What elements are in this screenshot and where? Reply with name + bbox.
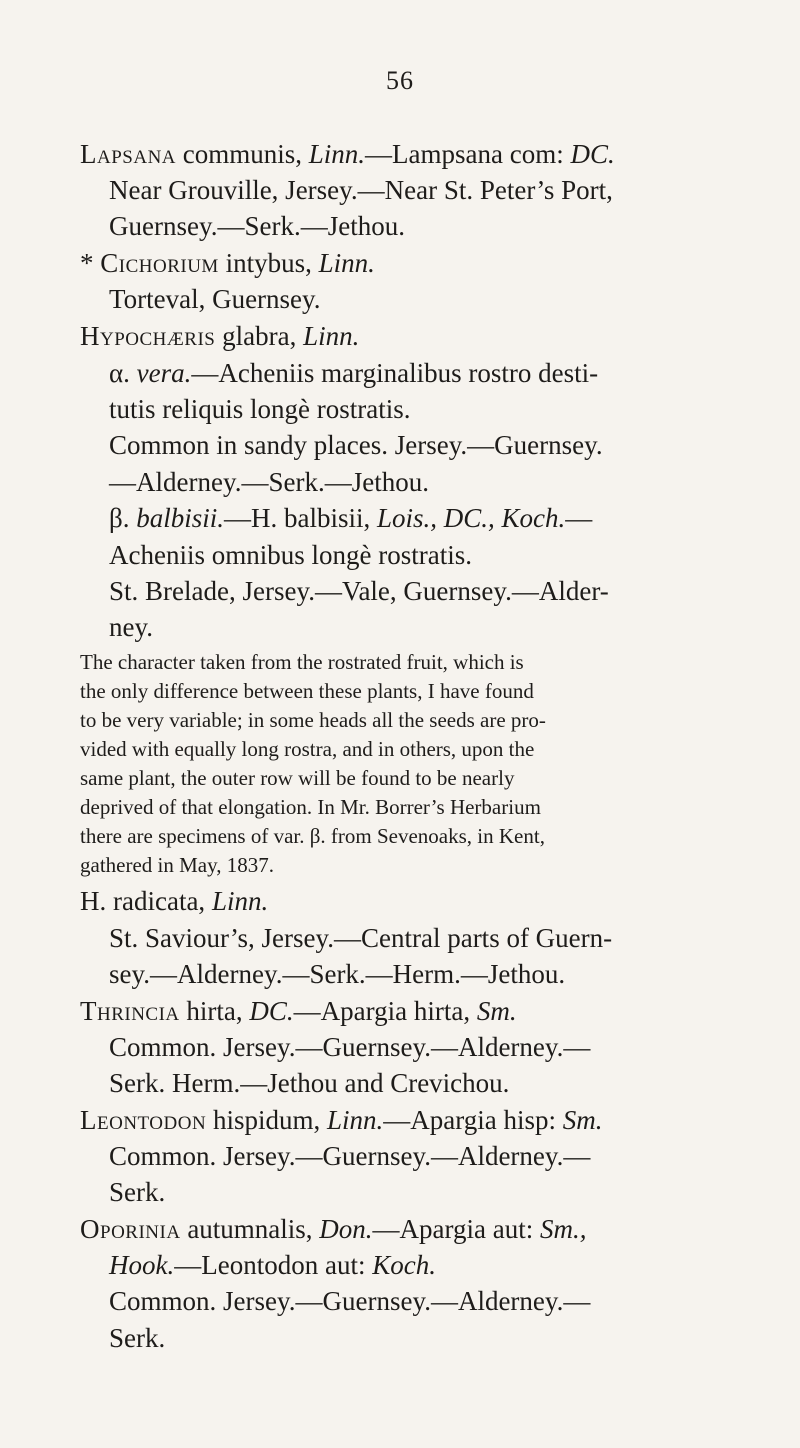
text-line [80,1211,587,1247]
text-segment: —Leontodon aut: [174,1250,373,1280]
text-segment: hirta, [179,996,250,1026]
text-segment: sey.—Alderney.—Serk.—Herm.—Jethou. [109,959,566,989]
genus-name: Hypochæris [80,321,216,351]
text-line [80,764,514,792]
text-line [109,609,153,645]
text-segment: Acheniis omnibus longè rostratis. [109,540,472,570]
text-segment: Common in sandy places. Jersey.—Guernsey. [109,430,603,460]
text-line [80,851,274,879]
text-segment: St. Saviour’s, Jersey.—Central parts of Guern- [109,923,613,953]
italic-text: Linn. [303,321,360,351]
text-segment: the only difference between these plants, I have found [80,679,534,703]
text-segment: The character taken from the rostrated fruit, which is [80,650,524,674]
text-segment: Common. Jersey.—Guernsey.—Alderney.— [109,1032,591,1062]
text-line [109,355,598,391]
text-line [109,1065,509,1101]
text-segment: autumnalis, [180,1214,320,1244]
text-line [80,822,545,850]
text-line [109,537,472,573]
genus-name: Leontodon [80,1105,207,1135]
text-line [80,245,375,281]
text-line [80,993,517,1029]
text-line [109,1283,590,1319]
italic-text: DC. [249,996,294,1026]
text-line [80,735,534,763]
text-segment: there are specimens of var. β. from Sevenoaks, in Kent, [80,824,545,848]
text-line [109,1138,590,1174]
text-segment: Serk. [109,1323,166,1353]
text-segment: Near Grouville, Jersey.—Near St. Peter’s Port, [109,175,613,205]
italic-text: Sm. [562,1105,603,1135]
text-segment: —Apargia hirta, [293,996,477,1026]
text-line [80,793,541,821]
text-line [80,648,524,676]
italic-text: Sm., [540,1214,587,1244]
text-line [109,391,410,427]
text-segment: —Lampsana com: [365,139,571,169]
text-segment: Serk. [109,1177,166,1207]
text-line [109,281,321,317]
italic-text: Linn. [318,248,375,278]
text-line [109,1320,165,1356]
text-segment: to be very variable; in some heads all the seeds are pro- [80,708,546,732]
italic-text: DC. [570,139,615,169]
text-segment: same plant, the outer row will be found to be nearly [80,766,515,790]
text-segment: deprived of that elongation. In Mr. Borrer’s Herbarium [80,795,541,819]
text-line [109,1174,165,1210]
italic-text: Linn. [211,886,269,916]
text-segment: intybus, [218,248,319,278]
italic-text: Don. [319,1214,373,1244]
page-number: 56 [386,66,414,95]
text-segment: —Alderney.—Serk.—Jethou. [109,467,429,497]
text-segment: Common. Jersey.—Guernsey.—Alderney.— [109,1286,591,1316]
genus-name: Thrincia [80,996,180,1026]
text-segment: —H. balbisii, [224,503,378,533]
text-segment: — [565,503,593,533]
text-segment: * [80,248,101,278]
text-segment: α. [109,358,137,388]
text-segment: glabra, [215,321,304,351]
text-line [109,1029,590,1065]
text-line [109,573,609,609]
text-segment: ney. [109,612,153,642]
text-segment: tutis reliquis longè rostratis. [109,394,411,424]
text-segment: H. radicata, [80,886,212,916]
text-segment: vided with equally long rostra, and in others, upon the [80,737,535,761]
genus-name: Oporinia [80,1214,181,1244]
text-line [109,172,613,208]
text-line [109,1247,436,1283]
text-segment: Guernsey.—Serk.—Jethou. [109,211,405,241]
italic-text: vera. [136,358,192,388]
text-line [80,706,546,734]
text-segment: β. [109,503,137,533]
text-segment: Common. Jersey.—Guernsey.—Alderney.— [109,1141,591,1171]
italic-text: Linn. [308,139,366,169]
text-line [109,208,405,244]
text-segment: communis, [176,139,309,169]
text-segment: —Acheniis marginalibus rostro desti- [191,358,599,388]
text-segment: Serk. Herm.—Jethou and Crevichou. [109,1068,510,1098]
italic-text: Sm. [476,996,517,1026]
text-line [80,883,268,919]
text-line [80,677,534,705]
text-line [80,136,615,172]
text-line [109,464,429,500]
italic-text: Lois., DC., Koch. [377,503,566,533]
text-line [109,427,603,463]
genus-name: Lapsana [80,139,177,169]
text-segment: gathered in May, 1837. [80,853,275,877]
genus-name: Cichorium [100,248,219,278]
text-segment: —Apargia hisp: [383,1105,563,1135]
italic-text: Linn. [326,1105,384,1135]
text-segment: St. Brelade, Jersey.—Vale, Guernsey.—Alder- [109,576,609,606]
text-segment: hispidum, [206,1105,327,1135]
italic-text: balbisii. [136,503,225,533]
text-line [109,920,612,956]
italic-text: Hook. [109,1250,175,1280]
text-segment: —Apargia aut: [372,1214,541,1244]
text-line [80,1102,602,1138]
text-segment: Torteval, Guernsey. [109,284,321,314]
text-line [109,500,592,536]
italic-text: Koch. [372,1250,436,1280]
text-line [80,318,359,354]
text-line [109,956,565,992]
